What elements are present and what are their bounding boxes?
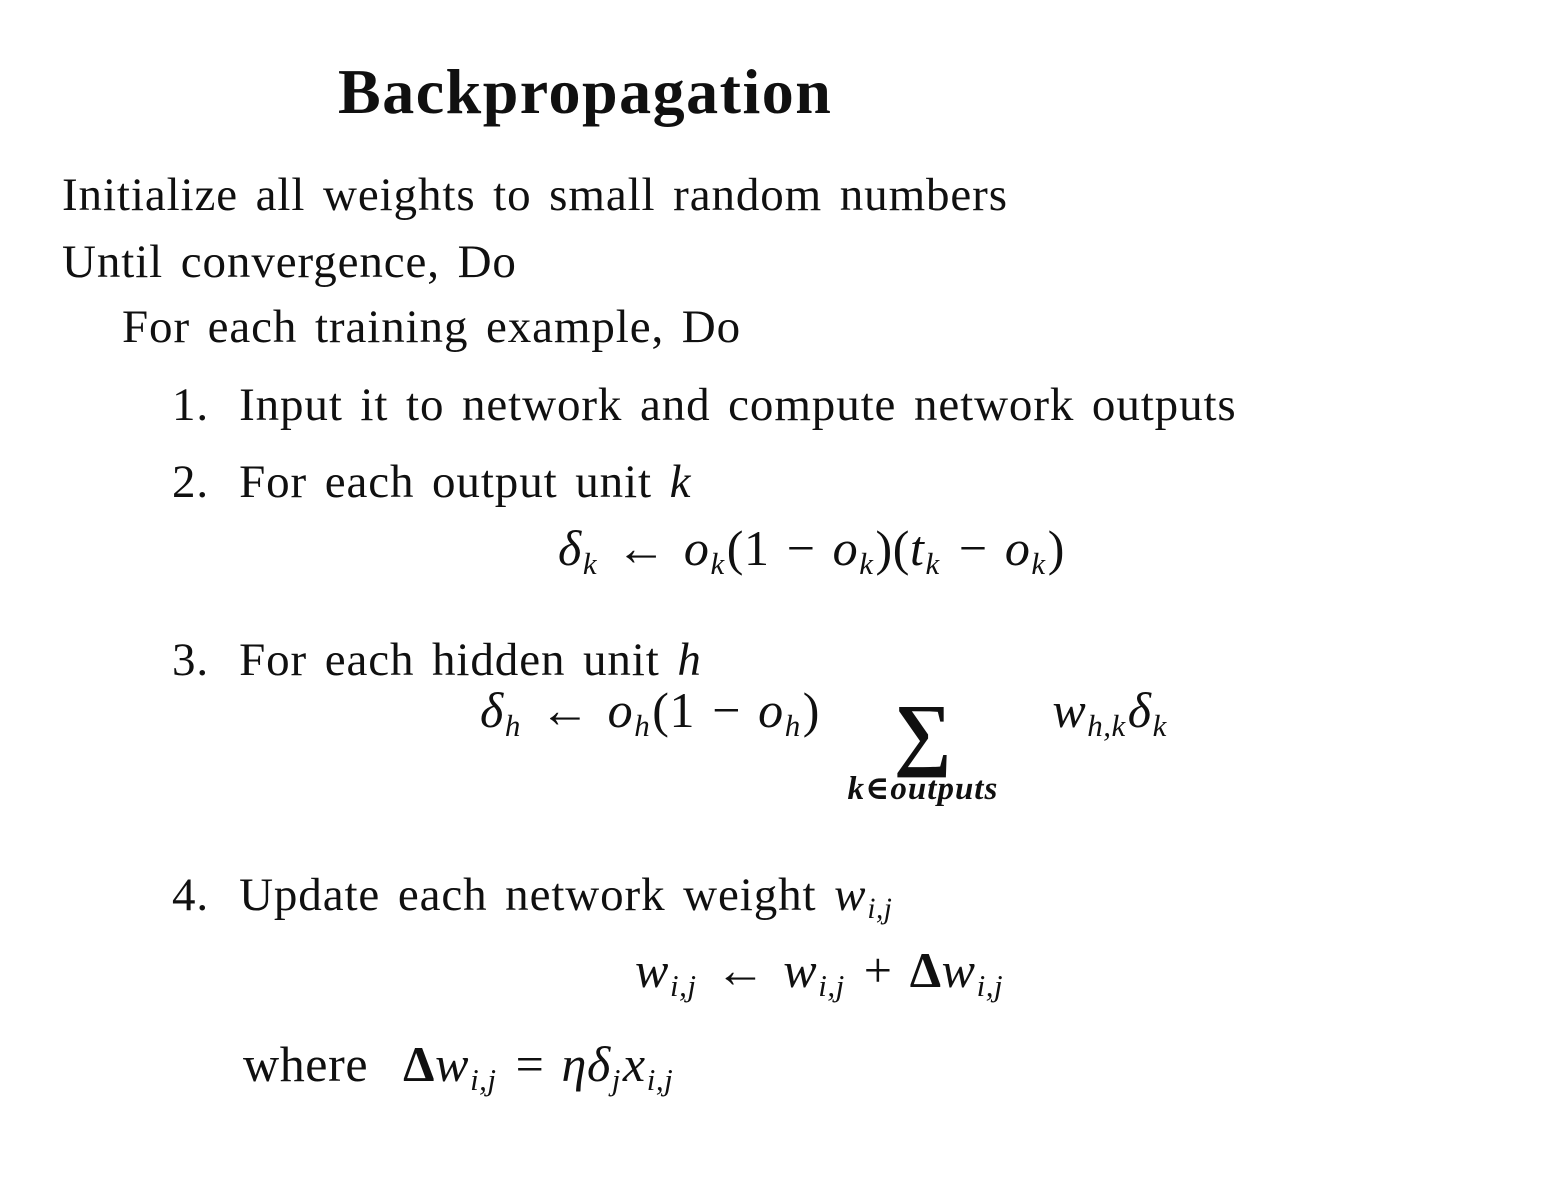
math-token: o (832, 520, 859, 576)
math-token: i,j (976, 967, 1004, 1003)
step-4-number: 4. (172, 869, 210, 921)
math-token: δ (1127, 682, 1152, 738)
math-token: k (859, 545, 874, 581)
math-token: w (834, 869, 867, 921)
sigma-glyph: ∑ (893, 688, 953, 778)
math-token: j (611, 1061, 621, 1097)
step-2-text (239, 456, 691, 508)
math-token: w (1052, 682, 1087, 738)
math-token: (1 − (652, 682, 759, 738)
math-token: δ (558, 520, 582, 576)
math-token: h,k (1087, 707, 1126, 743)
math-token: η (561, 1036, 587, 1092)
math-token: δ (480, 682, 504, 738)
step-1 (172, 378, 1237, 432)
math-token: ← (698, 942, 784, 998)
math-token: δ (586, 1036, 611, 1092)
math-token: i,j (867, 893, 893, 926)
math-token: h (504, 707, 521, 743)
math-token: k (669, 456, 692, 508)
math-token: w (941, 942, 976, 998)
page-title: Backpropagation (338, 56, 833, 127)
math-token: Update each network weight (239, 869, 835, 921)
step-4 (172, 868, 894, 927)
line-until-convergence: Until convergence, Do (62, 236, 517, 288)
math-token: k (1152, 707, 1167, 743)
math-token: ← (522, 682, 608, 738)
step-3-text (239, 634, 702, 686)
math-token: k (582, 545, 598, 581)
math-token: ) (1047, 520, 1065, 576)
math-token: i,j (818, 967, 845, 1003)
math-token: Input it to network and compute network outputs (239, 379, 1237, 431)
math-token: Δ (403, 1036, 436, 1092)
formula-where-delta-w (243, 1036, 675, 1097)
math-token: (1 − (726, 520, 833, 576)
summation-symbol (847, 688, 999, 807)
math-token: )( (875, 520, 911, 576)
math-token: i,j (646, 1061, 674, 1097)
math-token: For each hidden unit (239, 634, 678, 686)
math-token: h (634, 707, 651, 743)
math-token: where (243, 1036, 369, 1092)
math-token: k (710, 545, 725, 581)
math-token: = (498, 1036, 562, 1092)
step-3 (172, 633, 702, 687)
step-3-number: 3. (172, 634, 210, 686)
math-token: h (677, 634, 702, 686)
math-token: o (1004, 520, 1031, 576)
math-token: x (622, 1036, 646, 1092)
step-1-text (239, 379, 1237, 431)
formula-delta-output-unit (558, 520, 1065, 581)
math-token: + (846, 942, 910, 998)
math-token: w (435, 1036, 470, 1092)
math-token: i,j (470, 1061, 497, 1097)
math-token: o (683, 520, 710, 576)
step-2 (172, 455, 691, 509)
math-token: o (607, 682, 634, 738)
summation-subscript: k∈outputs (847, 770, 999, 807)
formula-delta-hidden-unit (480, 682, 1169, 806)
math-token: ) (802, 682, 820, 738)
math-token: k (1031, 545, 1046, 581)
step-1-number: 1. (172, 379, 210, 431)
line-for-each-training-example: For each training example, Do (122, 301, 742, 353)
math-token: − (941, 520, 1005, 576)
math-token: h (784, 707, 801, 743)
math-token: ← (599, 520, 684, 576)
math-token: i,j (669, 967, 697, 1003)
math-token: k (925, 545, 940, 581)
math-token: w (635, 942, 669, 998)
math-token: Δ (909, 942, 942, 998)
step-2-number: 2. (172, 456, 210, 508)
step-4-text (239, 869, 894, 926)
line-initialize-weights: Initialize all weights to small random numbers (62, 169, 1008, 221)
math-token: o (758, 682, 784, 738)
math-token: t (910, 520, 925, 576)
formula-weight-update (635, 942, 1005, 1003)
math-token: For each output unit (239, 456, 670, 508)
math-token: w (783, 942, 818, 998)
